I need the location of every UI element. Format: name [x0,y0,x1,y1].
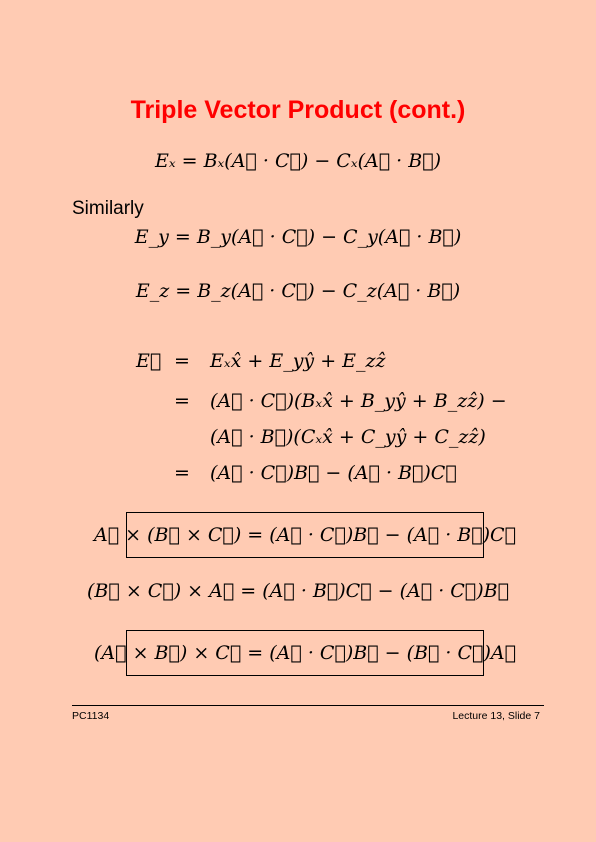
footer-slide-info: Lecture 13, Slide 7 [452,710,540,722]
derivation-rhs: (A⃗ · B⃗)(Cₓx̂ + C_yŷ + C_zẑ) [210,426,486,448]
derivation-rhs: (A⃗ · C⃗)B⃗ − (A⃗ · B⃗)C⃗ [210,462,457,484]
derivation-row [0,462,596,492]
derivation-rel: = [174,350,190,372]
equation-ey: E_y = B_y(A⃗ · C⃗) − C_y(A⃗ · B⃗) [134,226,462,248]
derivation-rhs: Eₓx̂ + E_yŷ + E_zẑ [210,350,386,372]
derivation-row [0,426,596,456]
similarly-label: Similarly [72,198,144,219]
slide-title: Triple Vector Product (cont.) [130,96,466,124]
footer-divider [72,705,544,706]
derivation-rhs: (A⃗ · C⃗)(Bₓx̂ + B_yŷ + B_zẑ) − [210,390,507,412]
boxed-identity-2-text: (A⃗ × B⃗) × C⃗ = (A⃗ · C⃗)B⃗ − (B⃗ · C⃗)A⃗ [94,642,516,664]
derivation-row [0,390,596,420]
equation-ex: Eₓ = Bₓ(A⃗ · C⃗) − Cₓ(A⃗ · B⃗) [154,150,442,172]
derivation-rel: = [174,462,190,484]
boxed-identity-2 [94,630,516,676]
derivation-row [0,350,596,380]
equation-ez: E_z = B_z(A⃗ · C⃗) − C_z(A⃗ · B⃗) [135,280,461,302]
identity-unboxed: (B⃗ × C⃗) × A⃗ = (A⃗ · B⃗)C⃗ − (A⃗ · C⃗)B⃗ [87,580,509,602]
derivation-rel: = [174,390,190,412]
boxed-identity-1-text: A⃗ × (B⃗ × C⃗) = (A⃗ · C⃗)B⃗ − (A⃗ · B⃗)C⃗ [94,524,516,546]
boxed-identity-1 [94,512,516,558]
footer-course: PC1134 [72,710,110,722]
derivation-lhs: E⃗ [136,350,162,372]
